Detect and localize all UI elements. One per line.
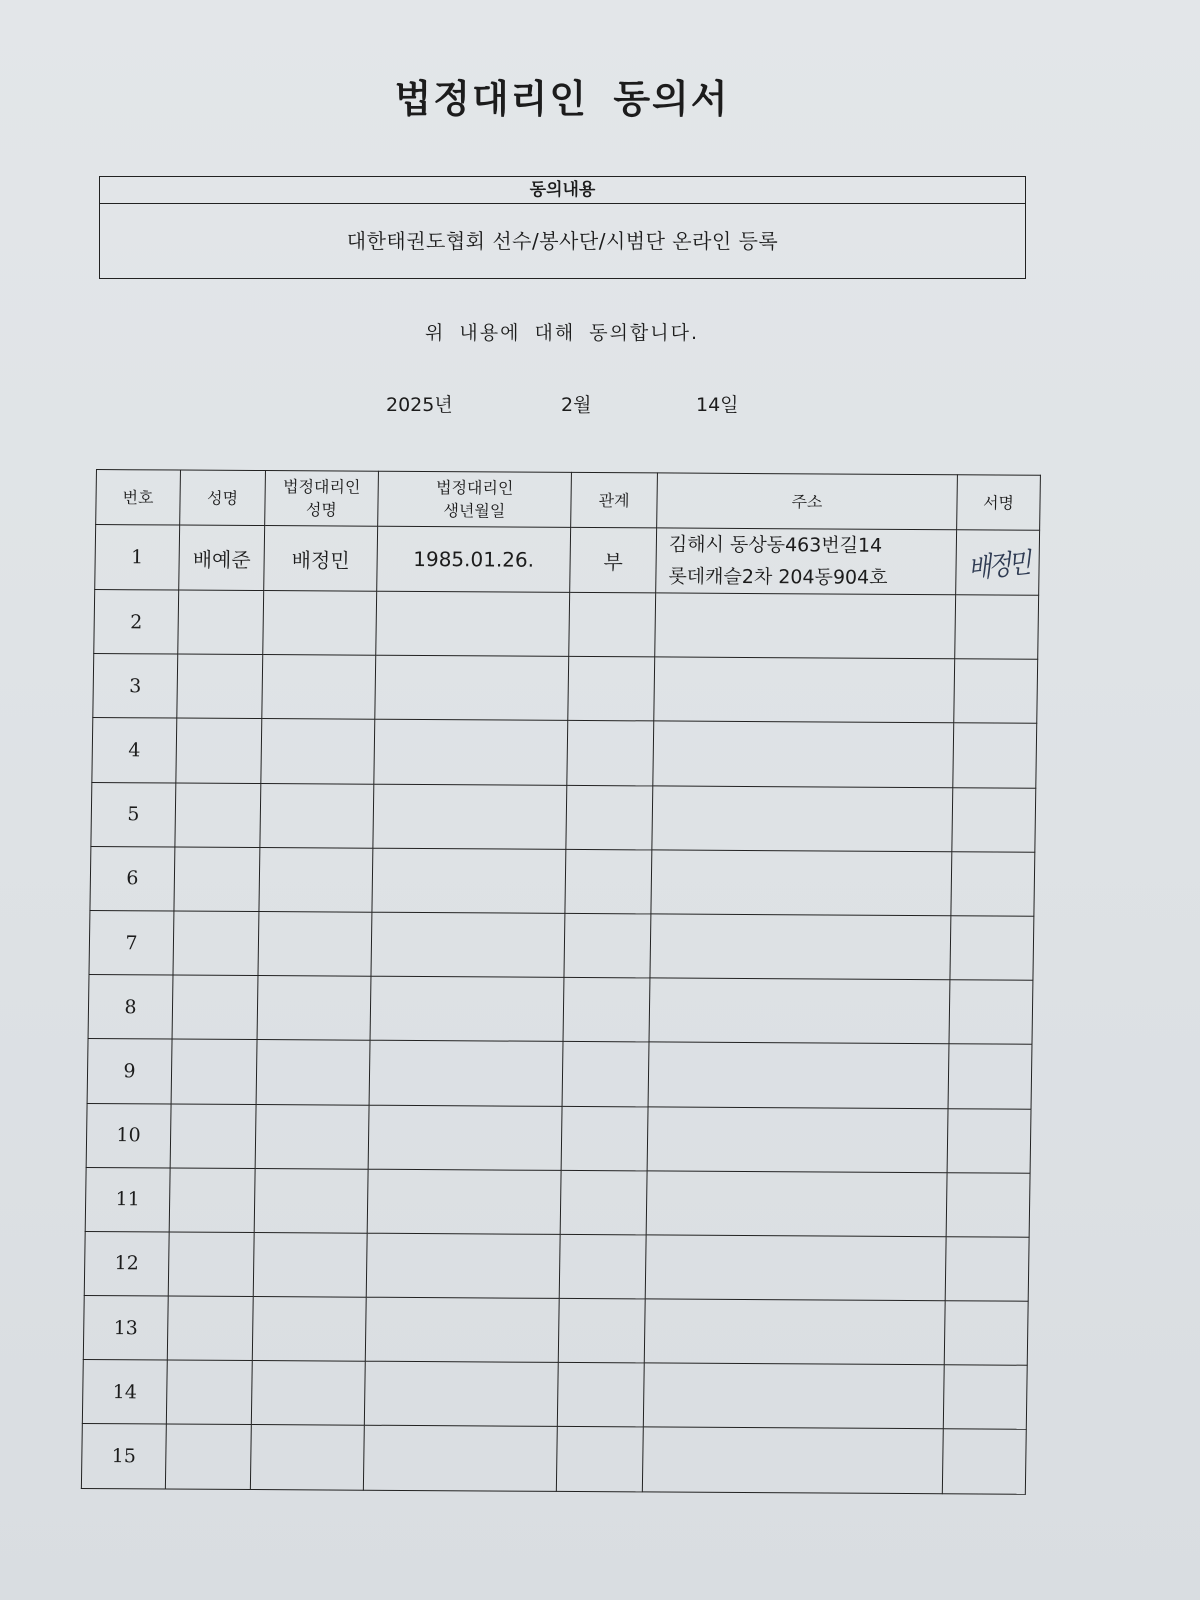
header-guardian-name-line1: 법정대리인 xyxy=(282,477,361,497)
table-row xyxy=(87,1039,1032,1109)
cell-birth xyxy=(371,912,565,977)
cell-signature xyxy=(947,1108,1031,1173)
cell-relation xyxy=(562,1042,649,1107)
cell-signature xyxy=(951,852,1035,917)
cell-no: 2 xyxy=(94,590,179,655)
cell-name xyxy=(176,718,262,783)
cell-address xyxy=(644,1299,945,1365)
cell-birth xyxy=(376,591,570,656)
cell-no: 15 xyxy=(81,1424,166,1489)
cell-no: 6 xyxy=(90,846,175,911)
cell-address xyxy=(645,1235,946,1301)
cell-guardian xyxy=(253,1232,367,1297)
cell-birth xyxy=(367,1169,561,1234)
cell-signature xyxy=(946,1172,1030,1237)
document-title: 법정대리인 동의서 xyxy=(394,77,730,121)
table-row xyxy=(89,910,1034,980)
table-row xyxy=(94,590,1039,660)
cell-name xyxy=(171,1039,257,1104)
consent-box xyxy=(99,176,1026,279)
cell-address xyxy=(652,785,953,851)
cell-guardian xyxy=(258,911,372,976)
header-guardian-birth-line1: 법정대리인 xyxy=(435,478,514,498)
cell-guardian xyxy=(252,1297,366,1362)
guardian-table xyxy=(81,469,1041,1494)
date-year: 2025년 xyxy=(386,394,453,416)
cell-address xyxy=(651,850,952,916)
cell-address xyxy=(655,593,956,659)
cell-address xyxy=(642,1427,943,1493)
header-guardian-name-line2: 성명 xyxy=(305,500,337,520)
cell-name xyxy=(168,1232,254,1297)
table-row xyxy=(92,718,1037,788)
cell-signature xyxy=(942,1429,1026,1494)
header-no: 번호 xyxy=(96,470,181,526)
address-line-1: 김해시 동상동463번길14 xyxy=(668,533,883,557)
cell-signature xyxy=(949,980,1033,1045)
cell-relation: 부 xyxy=(570,527,657,593)
cell-signature xyxy=(953,723,1037,788)
header-guardian-name xyxy=(265,471,379,527)
cell-birth xyxy=(363,1426,557,1491)
cell-relation xyxy=(558,1298,645,1363)
cell-no: 10 xyxy=(86,1103,171,1168)
cell-guardian xyxy=(251,1361,365,1426)
cell-name xyxy=(167,1296,253,1361)
cell-no: 13 xyxy=(83,1296,168,1361)
table-row xyxy=(95,525,1040,596)
table-row xyxy=(83,1296,1028,1366)
cell-signature xyxy=(956,530,1040,596)
cell-address xyxy=(648,1042,949,1108)
table-row xyxy=(90,846,1035,916)
cell-no: 1 xyxy=(95,525,180,591)
cell-signature xyxy=(954,659,1038,724)
cell-relation xyxy=(556,1427,643,1492)
cell-guardian xyxy=(259,847,373,912)
cell-no: 3 xyxy=(93,654,178,719)
cell-no: 14 xyxy=(82,1360,167,1425)
cell-relation xyxy=(563,978,650,1043)
cell-address xyxy=(649,978,950,1044)
cell-name: 배예준 xyxy=(179,525,265,591)
cell-address xyxy=(647,1106,948,1172)
cell-address xyxy=(653,721,954,787)
cell-relation xyxy=(559,1234,646,1299)
header-guardian-birth xyxy=(378,471,572,527)
cell-guardian xyxy=(250,1425,364,1490)
cell-birth xyxy=(375,655,569,720)
cell-birth xyxy=(374,720,568,785)
cell-relation xyxy=(565,849,652,914)
table-header-row xyxy=(96,470,1041,531)
cell-guardian xyxy=(254,1168,368,1233)
header-name: 성명 xyxy=(180,470,266,526)
cell-signature xyxy=(945,1237,1029,1302)
cell-no: 5 xyxy=(91,782,176,847)
table-row xyxy=(81,1424,1026,1494)
table-row xyxy=(93,654,1038,724)
cell-birth xyxy=(369,1041,563,1106)
cell-birth xyxy=(366,1233,560,1298)
cell-name xyxy=(178,590,264,655)
cell-name xyxy=(169,1168,255,1233)
cell-no: 11 xyxy=(85,1167,170,1232)
cell-birth xyxy=(364,1361,558,1426)
cell-birth: 1985.01.26. xyxy=(377,526,571,592)
cell-relation xyxy=(569,592,656,657)
cell-birth xyxy=(373,784,567,849)
cell-relation xyxy=(568,657,655,722)
cell-signature xyxy=(948,1044,1032,1109)
cell-no: 8 xyxy=(88,975,173,1040)
header-signature: 서명 xyxy=(957,475,1041,531)
cell-relation xyxy=(564,913,651,978)
cell-name xyxy=(165,1424,251,1489)
cell-guardian xyxy=(255,1104,369,1169)
table-row xyxy=(85,1167,1030,1237)
cell-signature xyxy=(952,787,1036,852)
cell-signature xyxy=(950,916,1034,981)
cell-guardian xyxy=(261,719,375,784)
handwritten-signature: 배정민 xyxy=(966,546,1030,585)
cell-address xyxy=(646,1171,947,1237)
cell-name xyxy=(177,654,263,719)
consent-header: 동의내용 xyxy=(100,177,1025,204)
cell-name xyxy=(174,847,260,912)
cell-birth xyxy=(365,1297,559,1362)
date-day: 14일 xyxy=(696,394,739,416)
cell-relation xyxy=(560,1170,647,1235)
date-month: 2월 xyxy=(561,394,592,416)
agree-statement: 위 내용에 대해 동의합니다. xyxy=(424,322,700,344)
cell-no: 9 xyxy=(87,1039,172,1104)
cell-name xyxy=(175,783,261,848)
cell-address xyxy=(654,657,955,723)
header-guardian-birth-line2: 생년월일 xyxy=(443,501,506,521)
cell-relation xyxy=(567,721,654,786)
cell-name xyxy=(166,1360,252,1425)
cell-name xyxy=(170,1104,256,1169)
cell-signature xyxy=(944,1301,1028,1366)
table-row xyxy=(91,782,1036,852)
cell-name xyxy=(172,975,258,1040)
table-row xyxy=(86,1103,1031,1173)
cell-birth xyxy=(370,976,564,1041)
cell-no: 12 xyxy=(84,1231,169,1296)
cell-relation xyxy=(566,785,653,850)
cell-guardian xyxy=(256,1040,370,1105)
cell-no: 7 xyxy=(89,910,174,975)
cell-birth xyxy=(368,1105,562,1170)
cell-guardian xyxy=(262,655,376,720)
cell-guardian xyxy=(257,976,371,1041)
cell-guardian xyxy=(263,591,377,656)
table-row xyxy=(82,1360,1027,1430)
cell-signature xyxy=(943,1365,1027,1430)
cell-relation xyxy=(557,1363,644,1428)
cell-address xyxy=(643,1363,944,1429)
table-row xyxy=(84,1231,1029,1301)
cell-address xyxy=(650,914,951,980)
cell-guardian xyxy=(260,783,374,848)
header-relation: 관계 xyxy=(571,472,658,528)
address-line-2: 롯데캐슬2차 204동904호 xyxy=(668,565,888,589)
cell-guardian: 배정민 xyxy=(264,526,378,592)
cell-relation xyxy=(561,1106,648,1171)
cell-address xyxy=(656,528,957,595)
consent-body: 대한태권도협회 선수/봉사단/시범단 온라인 등록 xyxy=(346,229,779,253)
cell-no: 4 xyxy=(92,718,177,783)
cell-signature xyxy=(955,595,1039,660)
cell-name xyxy=(173,911,259,976)
cell-birth xyxy=(372,848,566,913)
table-row xyxy=(88,975,1033,1045)
header-address: 주소 xyxy=(657,473,958,530)
